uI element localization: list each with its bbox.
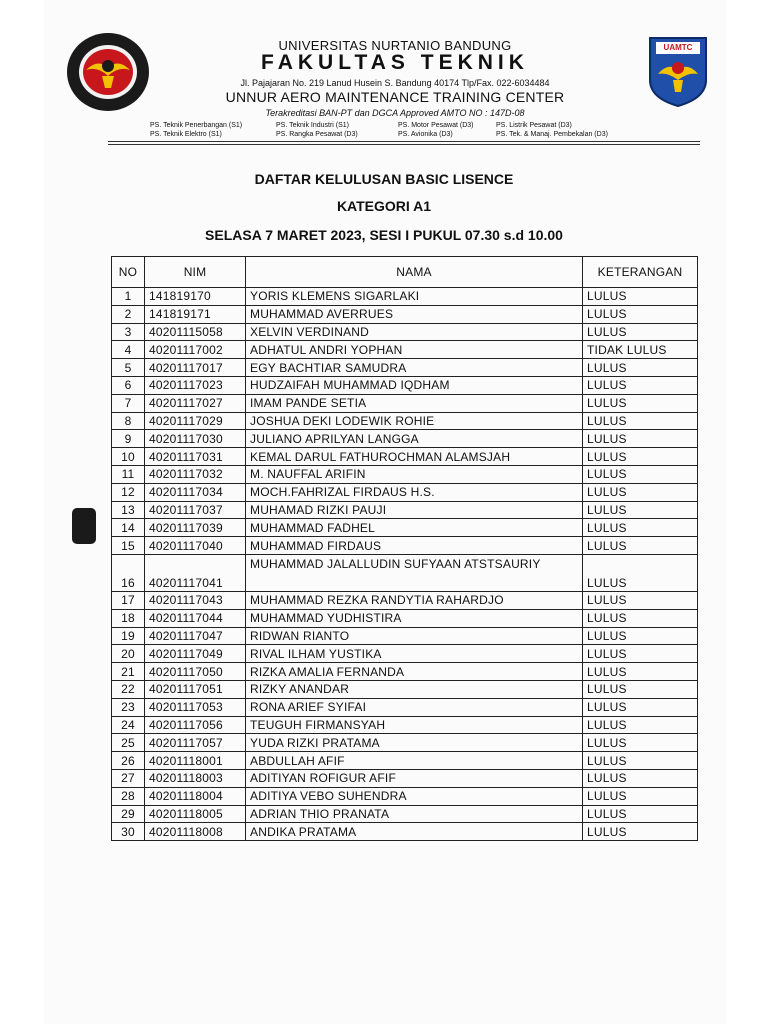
cell-nim: 40201117049 [145, 645, 246, 663]
table-row [112, 483, 698, 501]
cell-keterangan: LULUS [583, 769, 698, 787]
table-row [112, 430, 698, 448]
cell-keterangan: LULUS [583, 663, 698, 681]
program-item: PS. Teknik Elektro (S1) [150, 131, 222, 138]
cell-no: 8 [112, 412, 145, 430]
cell-nama: RIVAL ILHAM YUSTIKA [246, 645, 583, 663]
cell-nim: 40201117047 [145, 627, 246, 645]
cell-nim: 40201117040 [145, 537, 246, 555]
cell-keterangan: TIDAK LULUS [583, 341, 698, 359]
table-row [112, 412, 698, 430]
table-row [112, 591, 698, 609]
cell-keterangan: LULUS [583, 465, 698, 483]
cell-keterangan: LULUS [583, 483, 698, 501]
cell-nama: MUHAMMAD FIRDAUS [246, 537, 583, 555]
document-title: DAFTAR KELULUSAN BASIC LISENCE [254, 171, 514, 187]
cell-no: 25 [112, 734, 145, 752]
address-line: Jl. Pajajaran No. 219 Lanud Husein S. Bandung 40174 Tlp/Fax. 022-6034484 [240, 78, 550, 88]
cell-nama: MOCH.FAHRIZAL FIRDAUS H.S. [246, 483, 583, 501]
table-row [112, 680, 698, 698]
program-item: PS. Teknik Penerbangan (S1) [150, 122, 243, 129]
cell-keterangan: LULUS [583, 376, 698, 394]
cell-keterangan: LULUS [583, 698, 698, 716]
cell-no: 28 [112, 787, 145, 805]
cell-nama: MUHAMMAD YUDHISTIRA [246, 609, 583, 627]
cell-nim: 40201117043 [145, 591, 246, 609]
cell-no: 9 [112, 430, 145, 448]
cell-keterangan: LULUS [583, 554, 698, 591]
column-header-keterangan: KETERANGAN [583, 257, 698, 288]
cell-nim: 40201117032 [145, 465, 246, 483]
cell-no: 14 [112, 519, 145, 537]
cell-keterangan: LULUS [583, 680, 698, 698]
table-row [112, 752, 698, 770]
program-item: PS. Avionika (D3) [398, 131, 453, 138]
cell-nama: RIZKA AMALIA FERNANDA [246, 663, 583, 681]
cell-nama: MUHAMMAD AVERRUES [246, 305, 583, 323]
cell-keterangan: LULUS [583, 805, 698, 823]
cell-nim: 40201117050 [145, 663, 246, 681]
cell-no: 19 [112, 627, 145, 645]
table-row [112, 663, 698, 681]
table-row [112, 627, 698, 645]
cell-nim: 40201118008 [145, 823, 246, 841]
cell-no: 3 [112, 323, 145, 341]
cell-nama: MUHAMAD RIZKI PAUJI [246, 501, 583, 519]
cell-nama: YORIS KLEMENS SIGARLAKI [246, 288, 583, 306]
cell-nama: XELVIN VERDINAND [246, 323, 583, 341]
table-row [112, 734, 698, 752]
cell-no: 24 [112, 716, 145, 734]
cell-keterangan: LULUS [583, 823, 698, 841]
cell-nama: MUHAMMAD FADHEL [246, 519, 583, 537]
uamtc-logo-label: UAMTC [663, 43, 693, 52]
university-name: UNIVERSITAS NURTANIO BANDUNG [278, 38, 512, 53]
table-body [112, 288, 698, 841]
header-divider [108, 144, 700, 145]
cell-nim: 40201118005 [145, 805, 246, 823]
cell-nim: 40201117051 [145, 680, 246, 698]
cell-nim: 40201117031 [145, 448, 246, 466]
cell-nim: 40201118004 [145, 787, 246, 805]
cell-nim: 40201117023 [145, 376, 246, 394]
cell-no: 5 [112, 359, 145, 377]
cell-keterangan: LULUS [583, 412, 698, 430]
cell-nim: 141819171 [145, 305, 246, 323]
punch-hole-mark [72, 508, 96, 544]
cell-keterangan: LULUS [583, 501, 698, 519]
cell-no: 29 [112, 805, 145, 823]
program-item: PS. Listrik Pesawat (D3) [496, 122, 572, 129]
table-row [112, 323, 698, 341]
cell-keterangan: LULUS [583, 752, 698, 770]
cell-keterangan: LULUS [583, 627, 698, 645]
table-row [112, 305, 698, 323]
table-row [112, 645, 698, 663]
cell-nama: ADRIAN THIO PRANATA [246, 805, 583, 823]
table-row [112, 769, 698, 787]
cell-no: 2 [112, 305, 145, 323]
table-row [112, 376, 698, 394]
cell-nim: 40201115058 [145, 323, 246, 341]
cell-nim: 40201117056 [145, 716, 246, 734]
program-item: PS. Tek. & Manaj. Pembekalan (D3) [496, 131, 608, 138]
table-row [112, 519, 698, 537]
faculty-name: FAKULTAS TEKNIK [261, 51, 529, 74]
program-item: PS. Rangka Pesawat (D3) [276, 131, 358, 138]
table-row [112, 501, 698, 519]
column-header-no: NO [112, 257, 145, 288]
cell-keterangan: LULUS [583, 288, 698, 306]
cell-nim: 40201117053 [145, 698, 246, 716]
training-center-name: UNNUR AERO MAINTENANCE TRAINING CENTER [225, 89, 565, 105]
program-item: PS. Teknik Industri (S1) [276, 122, 350, 129]
cell-nama: ABDULLAH AFIF [246, 752, 583, 770]
cell-nim: 40201117044 [145, 609, 246, 627]
cell-no: 20 [112, 645, 145, 663]
table-row [112, 716, 698, 734]
cell-keterangan: LULUS [583, 537, 698, 555]
cell-nama: YUDA RIZKI PRATAMA [246, 734, 583, 752]
cell-nama: JOSHUA DEKI LODEWIK ROHIE [246, 412, 583, 430]
cell-nim: 40201117037 [145, 501, 246, 519]
table-row [112, 823, 698, 841]
cell-nama: ADHATUL ANDRI YOPHAN [246, 341, 583, 359]
cell-keterangan: LULUS [583, 305, 698, 323]
cell-keterangan: LULUS [583, 734, 698, 752]
cell-nama: TEUGUH FIRMANSYAH [246, 716, 583, 734]
cell-nim: 40201117029 [145, 412, 246, 430]
cell-nama: KEMAL DARUL FATHUROCHMAN ALAMSJAH [246, 448, 583, 466]
cell-nama: EGY BACHTIAR SAMUDRA [246, 359, 583, 377]
cell-no: 15 [112, 537, 145, 555]
column-header-nama: NAMA [246, 257, 583, 288]
table-row [112, 537, 698, 555]
table-row [112, 394, 698, 412]
cell-keterangan: LULUS [583, 323, 698, 341]
university-seal-logo [66, 32, 150, 112]
cell-nim: 40201118003 [145, 769, 246, 787]
cell-keterangan: LULUS [583, 716, 698, 734]
cell-no: 6 [112, 376, 145, 394]
cell-nim: 40201117034 [145, 483, 246, 501]
cell-nim: 141819170 [145, 288, 246, 306]
cell-nim: 40201117017 [145, 359, 246, 377]
cell-nama: ADITIYAN ROFIGUR AFIF [246, 769, 583, 787]
cell-no: 7 [112, 394, 145, 412]
table-row [112, 465, 698, 483]
program-item: PS. Motor Pesawat (D3) [398, 122, 474, 129]
cell-keterangan: LULUS [583, 609, 698, 627]
table-row [112, 288, 698, 306]
cell-no: 26 [112, 752, 145, 770]
cell-nim: 40201117039 [145, 519, 246, 537]
category-title: KATEGORI A1 [336, 198, 432, 214]
cell-no: 11 [112, 465, 145, 483]
cell-keterangan: LULUS [583, 645, 698, 663]
cell-no: 4 [112, 341, 145, 359]
session-title: SELASA 7 MARET 2023, SESI I PUKUL 07.30 s.d 10.00 [205, 227, 563, 243]
cell-no: 22 [112, 680, 145, 698]
table-row [112, 609, 698, 627]
cell-nama: ANDIKA PRATAMA [246, 823, 583, 841]
table-row [112, 448, 698, 466]
column-header-nim: NIM [145, 257, 246, 288]
cell-no: 30 [112, 823, 145, 841]
table-row [112, 341, 698, 359]
cell-nama: MUHAMMAD JALALLUDIN SUFYAAN ATSTSAURIY [246, 554, 583, 591]
table-row [112, 805, 698, 823]
cell-no: 1 [112, 288, 145, 306]
table-row [112, 698, 698, 716]
cell-nim: 40201118001 [145, 752, 246, 770]
cell-nama: MUHAMMAD REZKA RANDYTIA RAHARDJO [246, 591, 583, 609]
cell-no: 27 [112, 769, 145, 787]
cell-no: 18 [112, 609, 145, 627]
table-row [112, 787, 698, 805]
cell-nama: RONA ARIEF SYIFAI [246, 698, 583, 716]
cell-keterangan: LULUS [583, 519, 698, 537]
cell-keterangan: LULUS [583, 394, 698, 412]
cell-no: 21 [112, 663, 145, 681]
accreditation-line: Terakreditasi BAN-PT dan DGCA Approved AMTO NO : 147D-08 [265, 108, 525, 118]
cell-nim: 40201117027 [145, 394, 246, 412]
cell-nama: HUDZAIFAH MUHAMMAD IQDHAM [246, 376, 583, 394]
cell-no: 17 [112, 591, 145, 609]
cell-nama: M. NAUFFAL ARIFIN [246, 465, 583, 483]
table-row [112, 359, 698, 377]
cell-nama: JULIANO APRILYAN LANGGA [246, 430, 583, 448]
cell-keterangan: LULUS [583, 787, 698, 805]
cell-keterangan: LULUS [583, 430, 698, 448]
cell-nama: RIDWAN RIANTO [246, 627, 583, 645]
cell-no: 16 [112, 554, 145, 591]
table-row [112, 554, 698, 591]
cell-nim: 40201117002 [145, 341, 246, 359]
cell-nim: 40201117057 [145, 734, 246, 752]
header-divider [108, 141, 700, 142]
cell-nama: ADITIYA VEBO SUHENDRA [246, 787, 583, 805]
cell-keterangan: LULUS [583, 591, 698, 609]
cell-nim: 40201117041 [145, 554, 246, 591]
graduation-table [111, 256, 698, 841]
cell-no: 12 [112, 483, 145, 501]
cell-no: 10 [112, 448, 145, 466]
cell-nim: 40201117030 [145, 430, 246, 448]
cell-no: 23 [112, 698, 145, 716]
cell-keterangan: LULUS [583, 448, 698, 466]
table-header-row [112, 257, 698, 288]
cell-nama: IMAM PANDE SETIA [246, 394, 583, 412]
cell-keterangan: LULUS [583, 359, 698, 377]
cell-nama: RIZKY ANANDAR [246, 680, 583, 698]
cell-no: 13 [112, 501, 145, 519]
